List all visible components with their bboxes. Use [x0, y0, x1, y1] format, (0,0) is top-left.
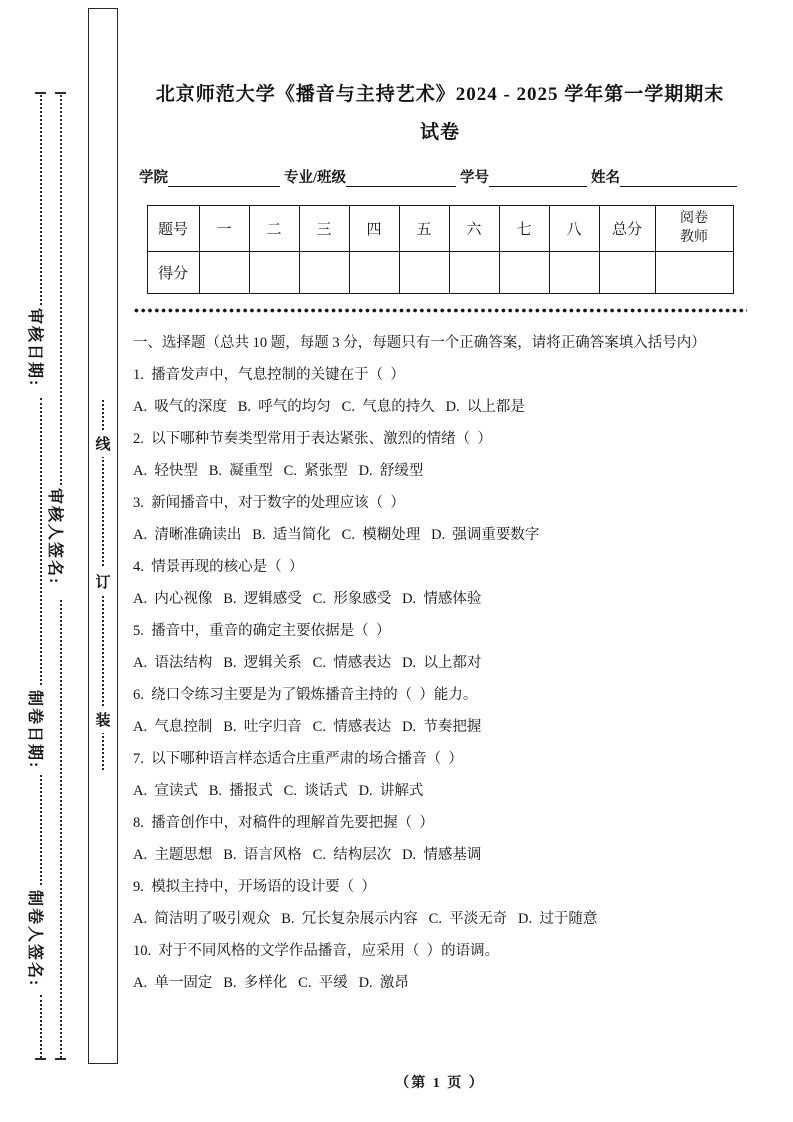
question-block-4 [133, 551, 747, 615]
question-block-2 [133, 423, 747, 487]
question-options: A. 宣读式 B. 播报式 C. 谈话式 D. 讲解式 [133, 783, 424, 799]
question-text: 10. 对于不同风格的文学作品播音，应采用（ ）的语调。 [133, 943, 500, 959]
score-cell [655, 252, 733, 294]
section-col-6: 六 [449, 206, 499, 252]
exam-page [133, 80, 747, 999]
question-block-5 [133, 615, 747, 679]
dotted-line-cap [55, 92, 66, 94]
question-text: 5. 播音中，重音的确定主要依据是（ ） [133, 623, 391, 639]
section-col-8: 八 [549, 206, 599, 252]
dotted-separator [133, 308, 747, 313]
college-fill-line [168, 167, 280, 187]
exam-title-line1: 北京师范大学《播音与主持艺术》2024 - 2025 学年第一学期期末 [155, 84, 725, 105]
section-col-1: 一 [199, 206, 249, 252]
grader-header-text: 阅卷教师 [680, 210, 708, 245]
question-options: A. 内心视像 B. 逻辑感受 C. 形象感受 D. 情感体验 [133, 591, 482, 607]
binding-char-ding: 订 [89, 568, 117, 595]
dotted-line-cap [55, 1058, 66, 1060]
page-number: （第 1 页 ） [395, 1076, 485, 1091]
score-cell [499, 252, 549, 294]
paper-maker-signature-label: 制卷人签名: [26, 890, 43, 988]
score-cell [549, 252, 599, 294]
margin-dotted-line [40, 995, 42, 1058]
question-text: 2. 以下哪种节奏类型常用于表达紧张、激烈的情绪（ ） [133, 431, 492, 447]
score-table-header-row [147, 206, 733, 252]
question-options: A. 语法结构 B. 逻辑关系 C. 情感表达 D. 以上都对 [133, 655, 482, 671]
question-block-3 [133, 487, 747, 551]
score-row-label: 得分 [147, 252, 199, 294]
score-cell [299, 252, 349, 294]
margin-dotted-line [60, 95, 62, 485]
question-options: A. 单一固定 B. 多样化 C. 平缓 D. 激昂 [133, 975, 409, 991]
major-class-fill-line [346, 167, 456, 187]
student-id-label: 学号 [460, 170, 490, 186]
exam-title-line2: 试卷 [419, 122, 460, 143]
margin-dotted-line [60, 600, 62, 1058]
question-block-1 [133, 359, 747, 423]
margin-dotted-line [40, 398, 42, 685]
student-id-fill-line [489, 167, 587, 187]
margin-dotted-line [40, 95, 42, 305]
margin-dotted-line [40, 775, 42, 885]
question-block-8 [133, 807, 747, 871]
review-date-label: 审核日期: [26, 308, 43, 388]
total-score-header: 总分 [599, 206, 655, 252]
section-col-7: 七 [499, 206, 549, 252]
section-col-2: 二 [249, 206, 299, 252]
student-info-row [133, 166, 747, 187]
score-cell [449, 252, 499, 294]
question-block-6 [133, 679, 747, 743]
question-options: A. 主题思想 B. 语言风格 C. 结构层次 D. 情感基调 [133, 847, 482, 863]
score-cell [349, 252, 399, 294]
question-text: 1. 播音发声中，气息控制的关键在于（ ） [133, 367, 405, 383]
score-table-score-row [147, 252, 733, 294]
question-list [133, 359, 747, 999]
question-text: 8. 播音创作中，对稿件的理解首先要把握（ ） [133, 815, 434, 831]
question-block-7 [133, 743, 747, 807]
question-options: A. 简洁明了吸引观众 B. 冗长复杂展示内容 C. 平淡无奇 D. 过于随意 [133, 911, 598, 927]
dotted-line-cap [35, 1058, 46, 1060]
reviewer-signature-label: 审核人签名: [46, 488, 63, 586]
score-cell [399, 252, 449, 294]
score-table [147, 205, 734, 294]
college-label: 学院 [139, 170, 168, 186]
section-col-3: 三 [299, 206, 349, 252]
question-text: 3. 新闻播音中，对于数字的处理应该（ ） [133, 495, 405, 511]
question-text: 7. 以下哪种语言样态适合庄重严肃的场合播音（ ） [133, 751, 463, 767]
score-cell [249, 252, 299, 294]
binding-char-zhuang: 装 [89, 706, 117, 733]
question-block-9 [133, 871, 747, 935]
major-class-label: 专业/班级 [284, 170, 347, 186]
grader-header [655, 206, 733, 252]
name-label: 姓名 [591, 170, 621, 186]
dotted-line-cap [35, 92, 46, 94]
question-text: 9. 模拟主持中，开场语的设计要（ ） [133, 879, 376, 895]
question-options: A. 气息控制 B. 吐字归音 C. 情感表达 D. 节奏把握 [133, 719, 482, 735]
binding-char-xian: 线 [89, 430, 117, 457]
question-options: A. 轻快型 B. 凝重型 C. 紧张型 D. 舒缓型 [133, 463, 424, 479]
score-cell [599, 252, 655, 294]
paper-date-label: 制卷日期: [26, 690, 43, 770]
question-text: 6. 绕口令练习主要是为了锻炼播音主持的（ ）能力。 [133, 687, 478, 703]
question-options: A. 吸气的深度 B. 呼气的均匀 C. 气息的持久 D. 以上都是 [133, 399, 525, 415]
name-fill-line [620, 167, 737, 187]
question-number-header: 题号 [147, 206, 199, 252]
score-cell [199, 252, 249, 294]
section-col-5: 五 [399, 206, 449, 252]
section-one-heading: 一、选择题（总共 10 题，每题 3 分，每题只有一个正确答案，请将正确答案填入括号内） [133, 335, 706, 351]
question-block-10 [133, 935, 747, 999]
question-text: 4. 情景再现的核心是（ ） [133, 559, 304, 575]
question-options: A. 清晰准确读出 B. 适当简化 C. 模糊处理 D. 强调重要数字 [133, 527, 540, 543]
section-col-4: 四 [349, 206, 399, 252]
